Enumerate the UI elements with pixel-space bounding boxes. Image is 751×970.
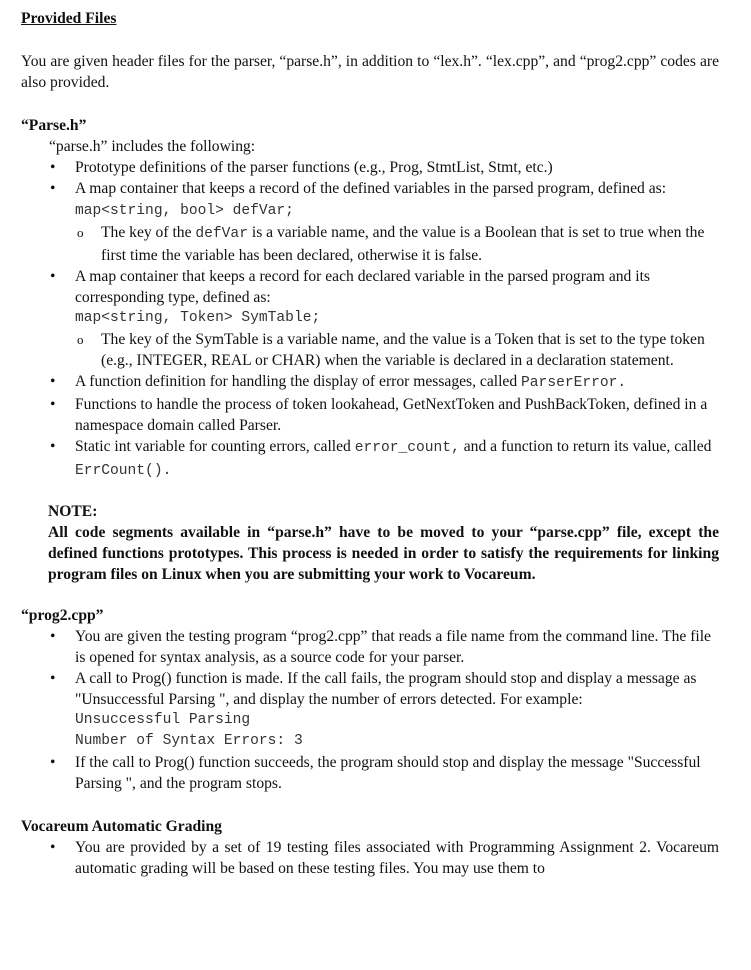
code-inline: defVar <box>195 226 248 242</box>
list-item <box>21 157 719 178</box>
code-defvar: map<string, bool> defVar; <box>75 203 294 219</box>
sub-list <box>75 222 719 266</box>
bullet-text: Prototype definitions of the parser functions (e.g., Prog, StmtList, Stmt, etc.) <box>75 159 553 176</box>
sub-text: is a variable name, and the value is a Boolean that is set to true when the first time the variable has been declared, otherwise it is false. <box>101 224 705 264</box>
bullet-text: If the call to Prog() function succeeds, the program should stop and display the message "Successful Parsing ", and the program stops. <box>75 754 701 792</box>
vocareum-list <box>21 837 719 879</box>
sub-list <box>75 329 719 371</box>
bullet-icon: • <box>50 373 56 390</box>
bullet-text: A map container that keeps a record of the defined variables in the parsed program, defined as: <box>75 180 667 197</box>
list-item <box>21 436 719 482</box>
bullet-icon: • <box>50 396 56 413</box>
list-item <box>21 266 719 371</box>
code-errcount: ErrCount(). <box>75 463 172 479</box>
provided-files-intro: You are given header files for the parser, “parse.h”, in addition to “lex.h”. “lex.cpp”, and “prog2.cpp” codes are also provided. <box>21 53 719 91</box>
sub-text: The key of the <box>101 224 192 241</box>
provided-files-title: Provided Files <box>21 10 117 27</box>
sub-bullet-icon: o <box>77 225 84 240</box>
code-output-line-2: Number of Syntax Errors: 3 <box>75 733 303 749</box>
bullet-text: You are given the testing program “prog2.cpp” that reads a file name from the command line. The file is opened for syntax analysis, as a source code for your parser. <box>75 628 711 666</box>
list-item <box>21 837 719 879</box>
parse-h-lead: “parse.h” includes the following: <box>49 138 256 155</box>
code-parsererror: ParserError. <box>521 375 627 391</box>
list-item <box>21 668 719 752</box>
sub-text: The key of the SymTable is a variable name, and the value is a Token that is set to the type token (e.g., INTEGER, REAL or CHAR) when the variable is declared in a declaration statement. <box>101 331 705 369</box>
list-item <box>21 394 719 436</box>
list-item <box>21 178 719 266</box>
sub-list-item <box>75 222 719 266</box>
parse-h-heading: “Parse.h” <box>21 117 87 134</box>
note-text: All code segments available in “parse.h” have to be moved to your “parse.cpp” file, except the defined functions prototypes. This process is needed in order to satisfy the requirements for linking program files on Linux when you are submitting your work to Vocareum. <box>48 524 719 583</box>
bullet-icon: • <box>50 754 56 771</box>
prog2-list <box>21 626 719 794</box>
parse-h-list <box>21 157 719 482</box>
list-item <box>21 626 719 668</box>
sub-list-item <box>75 329 719 371</box>
code-symtable: map<string, Token> SymTable; <box>75 310 321 326</box>
bullet-icon: • <box>50 670 56 687</box>
prog2-heading: “prog2.cpp” <box>21 607 104 624</box>
bullet-icon: • <box>50 839 56 856</box>
list-item <box>21 371 719 394</box>
vocareum-heading: Vocareum Automatic Grading <box>21 818 222 835</box>
sub-bullet-icon: o <box>77 332 84 347</box>
bullet-text: You are provided by a set of 19 testing files associated with Programming Assignment 2. Vocareum automatic grading will be based on these testing files. You may use them to <box>75 839 719 877</box>
bullet-icon: • <box>50 159 56 176</box>
bullet-text: A call to Prog() function is made. If the call fails, the program should stop and display a message as "Unsuccessful Parsing ", and display the number of errors detected. For example: <box>75 670 697 708</box>
note-label: NOTE: <box>48 503 98 520</box>
bullet-icon: • <box>50 180 56 197</box>
document-page <box>21 8 719 879</box>
bullet-icon: • <box>50 438 56 455</box>
code-output-line-1: Unsuccessful Parsing <box>75 712 251 728</box>
bullet-text: A map container that keeps a record for each declared variable in the parsed program and its corresponding type, defined as: <box>75 268 650 306</box>
bullet-icon: • <box>50 628 56 645</box>
bullet-text: and a function to return its value, called <box>463 438 712 455</box>
bullet-icon: • <box>50 268 56 285</box>
bullet-text: Static int variable for counting errors, called <box>75 438 351 455</box>
list-item <box>21 752 719 794</box>
bullet-text: A function definition for handling the display of error messages, called <box>75 373 518 390</box>
code-error-count: error_count, <box>354 440 460 456</box>
bullet-text: Functions to handle the process of token lookahead, GetNextToken and PushBackToken, defined in a namespace domain called Parser. <box>75 396 708 434</box>
